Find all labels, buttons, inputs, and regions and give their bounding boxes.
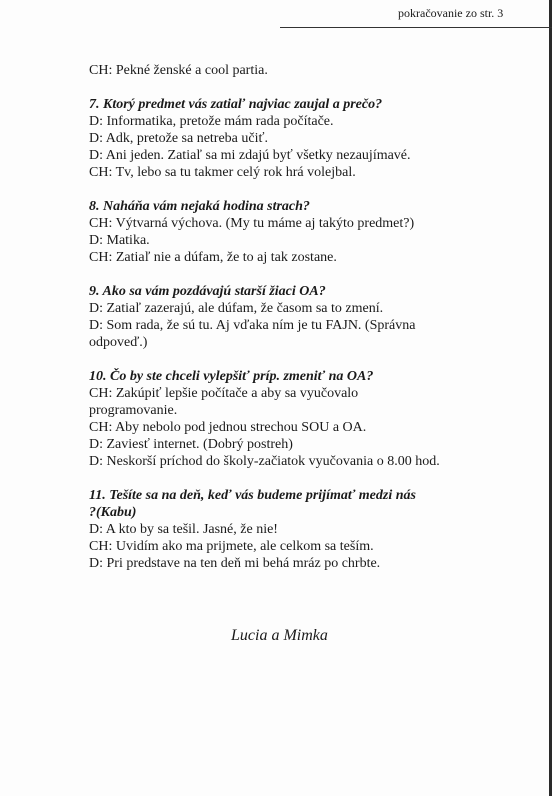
answer-line: D: Zatiaľ zazerajú, ale dúfam, že časom sa to zmení.: [89, 301, 384, 316]
answer-line: CH: Uvidím ako ma prijmete, ale celkom sa teším.: [89, 539, 374, 554]
answer-line: CH: Tv, lebo sa tu takmer celý rok hrá volejbal.: [89, 165, 356, 180]
author-signature: Lucia a Mimka: [231, 627, 328, 644]
answer-line: D: Ani jeden. Zatiaľ sa mi zdajú byť všetky nezaujímavé.: [89, 148, 411, 163]
answer-line: D: Informatika, pretože mám rada počítače.: [89, 114, 334, 129]
answer-line: D: Som rada, že sú tu. Aj vďaka ním je tu FAJN. (Správna: [89, 318, 416, 333]
interview-content: [89, 62, 519, 572]
answer-line: CH: Zakúpiť lepšie počítače a aby sa vyučovalo: [89, 386, 359, 401]
answer-line: D: Pri predstave na ten deň mi behá mráz po chrbte.: [89, 556, 381, 571]
answer-line: D: A kto by sa tešil. Jasné, že nie!: [89, 522, 278, 537]
question-7: 7. Ktorý predmet vás zatiaľ najviac zaujal a prečo?: [89, 97, 383, 112]
question-9: 9. Ako sa vám pozdávajú starší žiaci OA?: [89, 284, 326, 299]
answer-line: CH: Výtvarná výchova. (My tu máme aj takýto predmet?): [89, 216, 415, 231]
question-8: 8. Naháňa vám nejaká hodina strach?: [89, 199, 310, 214]
answer-line: D: Neskorší príchod do školy-začiatok vyučovania o 8.00 hod.: [89, 454, 440, 469]
question-11: 11. Tešíte sa na deň, keď vás budeme prijímať medzi nás: [89, 488, 416, 503]
answer-line: CH: Pekné ženské a cool partia.: [89, 63, 268, 78]
answer-line: CH: Zatiaľ nie a dúfam, že to aj tak zostane.: [89, 250, 337, 265]
question-11-continued: ?(Kabu): [89, 505, 137, 520]
question-10: 10. Čo by ste chceli vylepšiť príp. zmeniť na OA?: [89, 369, 374, 384]
header-rule: [280, 27, 552, 28]
answer-line: programovanie.: [89, 403, 178, 418]
answer-line: CH: Aby nebolo pod jednou strechou SOU a OA.: [89, 420, 367, 435]
answer-line: D: Matika.: [89, 233, 150, 248]
answer-line: D: Adk, pretože sa netreba učiť.: [89, 131, 268, 146]
page-header: pokračovanie zo str. 3: [398, 6, 504, 20]
answer-line: D: Zaviesť internet. (Dobrý postreh): [89, 437, 293, 452]
answer-line: odpoveď.): [89, 335, 148, 350]
